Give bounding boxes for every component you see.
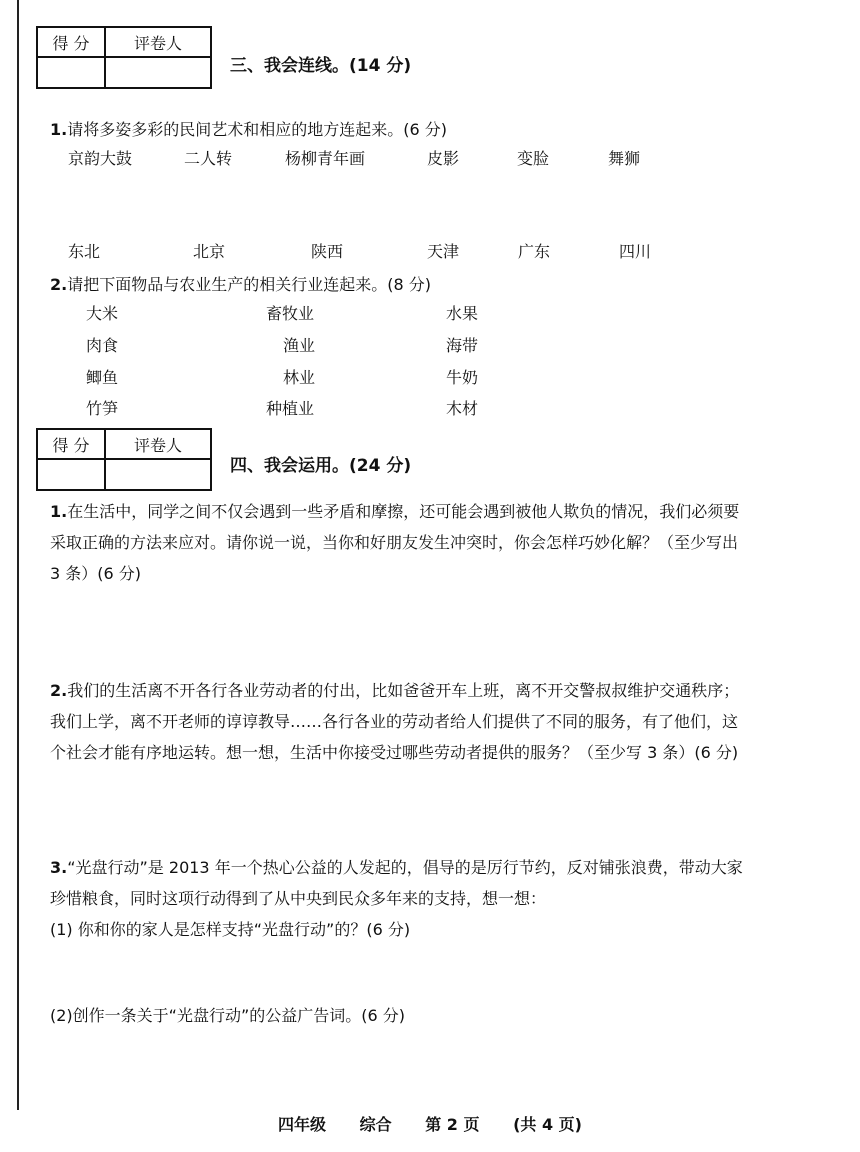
- place-item[interactable]: 北京: [193, 242, 226, 261]
- answer-area-q3-2[interactable]: [50, 1035, 840, 1095]
- q2-number: 2.: [50, 681, 68, 700]
- score-box-section3: [36, 26, 212, 89]
- item-cell[interactable]: 肉食: [86, 336, 119, 355]
- grader-cell[interactable]: [105, 459, 211, 490]
- footer-grade: 四年级: [278, 1115, 327, 1134]
- q1-text: 请将多姿多彩的民间艺术和相应的地方连起来。(6 分): [67, 120, 447, 139]
- page-footer: [0, 1112, 860, 1135]
- section4-q1: [50, 496, 840, 589]
- place-item[interactable]: 陕西: [311, 242, 344, 261]
- q1-number: 1.: [50, 120, 68, 139]
- footer-subject: 综合: [359, 1115, 392, 1134]
- art-item[interactable]: 舞狮: [608, 149, 641, 168]
- footer-total: (共 4 页): [513, 1115, 582, 1134]
- q2-line: 我们上学，离不开老师的谆谆教导……各行各业的劳动者给人们提供了不同的服务，有了他们，这: [50, 712, 739, 731]
- score-box-section4: [36, 428, 212, 491]
- product-cell[interactable]: 水果: [446, 304, 479, 323]
- industry-cell[interactable]: 渔业: [283, 336, 316, 355]
- q2-text: 请把下面物品与农业生产的相关行业连起来。(8 分): [67, 275, 431, 294]
- product-cell[interactable]: 牛奶: [446, 368, 479, 387]
- item-cell[interactable]: 大米: [86, 304, 119, 323]
- answer-area-q3-1[interactable]: [50, 945, 840, 995]
- section3-q2-prompt: [50, 272, 431, 295]
- q1-line: [50, 496, 840, 527]
- q3-sub2: (2)创作一条关于“光盘行动”的公益广告词。(6 分): [50, 1006, 405, 1025]
- art-item[interactable]: 二人转: [184, 149, 233, 168]
- answer-area-q2[interactable]: [50, 775, 840, 845]
- grader-label: 评卷人: [105, 429, 211, 459]
- item-cell[interactable]: 竹笋: [86, 399, 119, 418]
- section4-title: 四、我会运用。(24 分): [230, 456, 412, 476]
- q3-line: 珍惜粮食，同时这项行动得到了从中央到民众多年来的支持，想一想：: [50, 889, 547, 908]
- q2-line: 个社会才能有序地运转。想一想，生活中你接受过哪些劳动者提供的服务？（至少写 3 条）(6 分): [50, 743, 739, 762]
- q1-line-text: 在生活中，同学之间不仅会遇到一些矛盾和摩擦，还可能会遇到被他人欺负的情况，我们必须要: [67, 502, 740, 521]
- q3-sub1: (1) 你和你的家人是怎样支持“光盘行动”的？(6 分): [50, 920, 411, 939]
- art-item[interactable]: 皮影: [427, 149, 460, 168]
- place-item[interactable]: 东北: [68, 242, 101, 261]
- section3-title: 三、我会连线。(14 分): [230, 56, 412, 76]
- section4-q2: [50, 675, 840, 768]
- grader-label: 评卷人: [105, 27, 211, 57]
- q2-line-text: 我们的生活离不开各行各业劳动者的付出，比如爸爸开车上班，离不开交警叔叔维护交通秩序；: [67, 681, 740, 700]
- art-item[interactable]: 京韵大鼓: [68, 149, 133, 168]
- binding-margin-line: [17, 0, 19, 1110]
- place-item[interactable]: 四川: [619, 242, 652, 261]
- section4-q3: [50, 852, 840, 945]
- score-cell[interactable]: [37, 459, 105, 490]
- q3-number: 3.: [50, 858, 68, 877]
- score-label: 得 分: [37, 429, 105, 459]
- footer-page: 第 2 页: [425, 1115, 480, 1134]
- answer-area-q1[interactable]: [50, 600, 840, 670]
- q1-line: 采取正确的方法来应对。请你说一说，当你和好朋友发生冲突时，你会怎样巧妙化解？（至少写出: [50, 533, 739, 552]
- industry-cell[interactable]: 林业: [283, 368, 316, 387]
- q1-line: 3 条）(6 分): [50, 564, 142, 583]
- product-cell[interactable]: 海带: [446, 336, 479, 355]
- place-item[interactable]: 天津: [427, 242, 460, 261]
- q2-line: [50, 675, 840, 706]
- q1-number: 1.: [50, 502, 68, 521]
- place-item[interactable]: 广东: [518, 242, 551, 261]
- q3-line-text: “光盘行动”是 2013 年一个热心公益的人发起的，倡导的是厉行节约，反对铺张浪费，带动大家: [67, 858, 743, 877]
- q2-number: 2.: [50, 275, 68, 294]
- q3-line: [50, 852, 840, 883]
- industry-cell[interactable]: 种植业: [266, 399, 315, 418]
- item-cell[interactable]: 鲫鱼: [86, 368, 119, 387]
- grader-cell[interactable]: [105, 57, 211, 88]
- industry-cell[interactable]: 畜牧业: [266, 304, 315, 323]
- art-item[interactable]: 杨柳青年画: [285, 149, 366, 168]
- product-cell[interactable]: 木材: [446, 399, 479, 418]
- score-label: 得 分: [37, 27, 105, 57]
- art-item[interactable]: 变脸: [517, 149, 550, 168]
- score-cell[interactable]: [37, 57, 105, 88]
- section3-q1-prompt: [50, 117, 447, 140]
